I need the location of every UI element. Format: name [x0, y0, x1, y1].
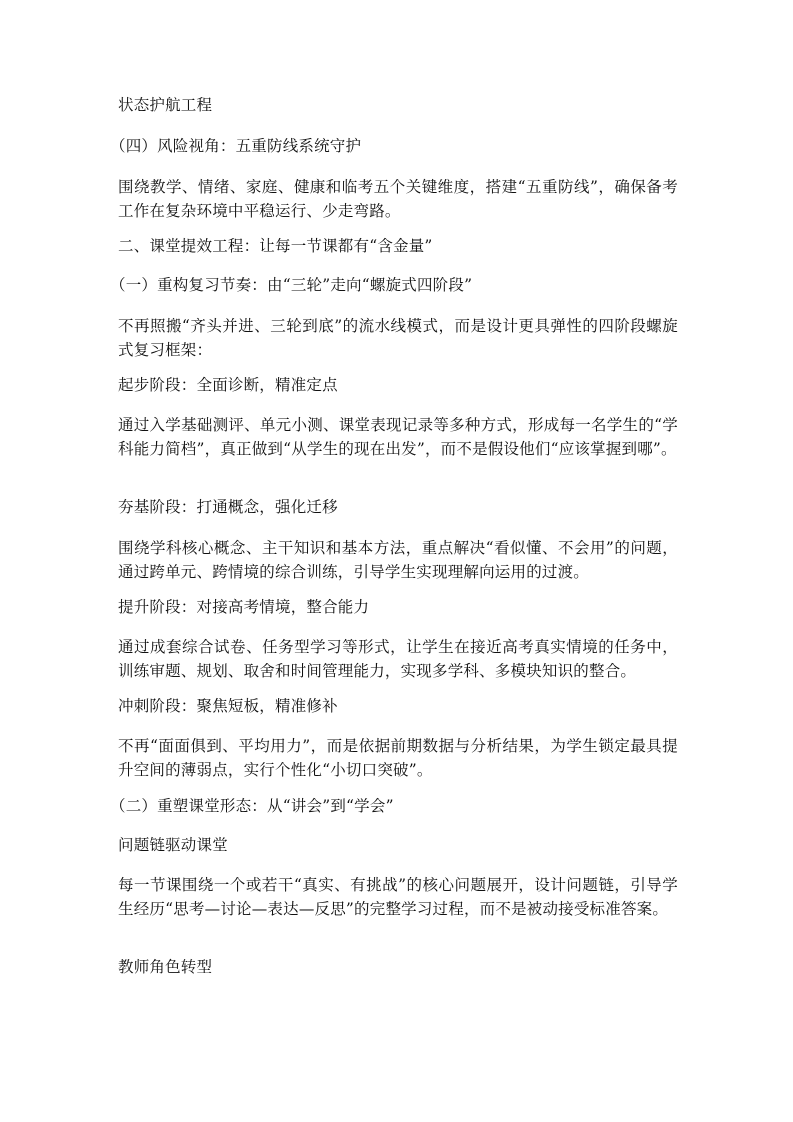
heading-restructure-review: （一）重构复习节奏：由“三轮”走向“螺旋式四阶段” [110, 276, 473, 294]
paragraph-foundation-stage: 围绕学科核心概念、主干知识和基本方法，重点解决“看似懂、不会用”的问题，通过跨单元、跨情境的综合训练，引导学生实现理解向运用的过渡。 [118, 539, 678, 581]
heading-reshape-classroom: （二）重塑课堂形态：从“讲会”到“学会” [110, 797, 394, 815]
heading-problem-chain: 问题链驱动课堂 [118, 836, 228, 854]
heading-teacher-role: 教师角色转型 [118, 958, 213, 976]
paragraph-sprint-stage: 不再“面面俱到、平均用力”，而是依据前期数据与分析结果，为学生锁定最具提升空间的薄弱点，实行个性化“小切口突破”。 [118, 737, 678, 779]
heading-improvement-stage: 提升阶段：对接高考情境，整合能力 [118, 598, 370, 616]
heading-risk-perspective: （四）风险视角：五重防线系统守护 [110, 137, 362, 155]
paragraph-problem-chain: 每一节课围绕一个或若干“真实、有挑战”的核心问题展开，设计问题链，引导学生经历“思考—讨论—表达—反思”的完整学习过程，而不是被动接受标准答案。 [118, 876, 678, 918]
paragraph-status-escort: 状态护航工程 [118, 96, 213, 114]
paragraph-four-stage-framework: 不再照搬“齐头并进、三轮到底”的流水线模式，而是设计更具弹性的四阶段螺旋式复习框架： [118, 317, 678, 359]
paragraph-start-stage: 通过入学基础测评、单元小测、课堂表现记录等多种方式，形成每一名学生的“学科能力简档”，真正做到“从学生的现在出发”，而不是假设他们“应该掌握到哪”。 [118, 416, 678, 458]
heading-classroom-efficiency: 二、课堂提效工程：让每一节课都有“含金量” [118, 237, 433, 255]
heading-foundation-stage: 夯基阶段：打通概念，强化迁移 [118, 498, 338, 516]
heading-start-stage: 起步阶段：全面诊断，精准定点 [118, 376, 338, 394]
paragraph-improvement-stage: 通过成套综合试卷、任务型学习等形式，让学生在接近高考真实情境的任务中，训练审题、规划、取舍和时间管理能力，实现多学科、多模块知识的整合。 [118, 638, 678, 680]
heading-sprint-stage: 冲刺阶段：聚焦短板，精准修补 [118, 697, 338, 715]
paragraph-five-defenses: 围绕教学、情绪、家庭、健康和临考五个关键维度，搭建“五重防线”，确保备考工作在复杂环境中平稳运行、少走弯路。 [118, 178, 678, 220]
